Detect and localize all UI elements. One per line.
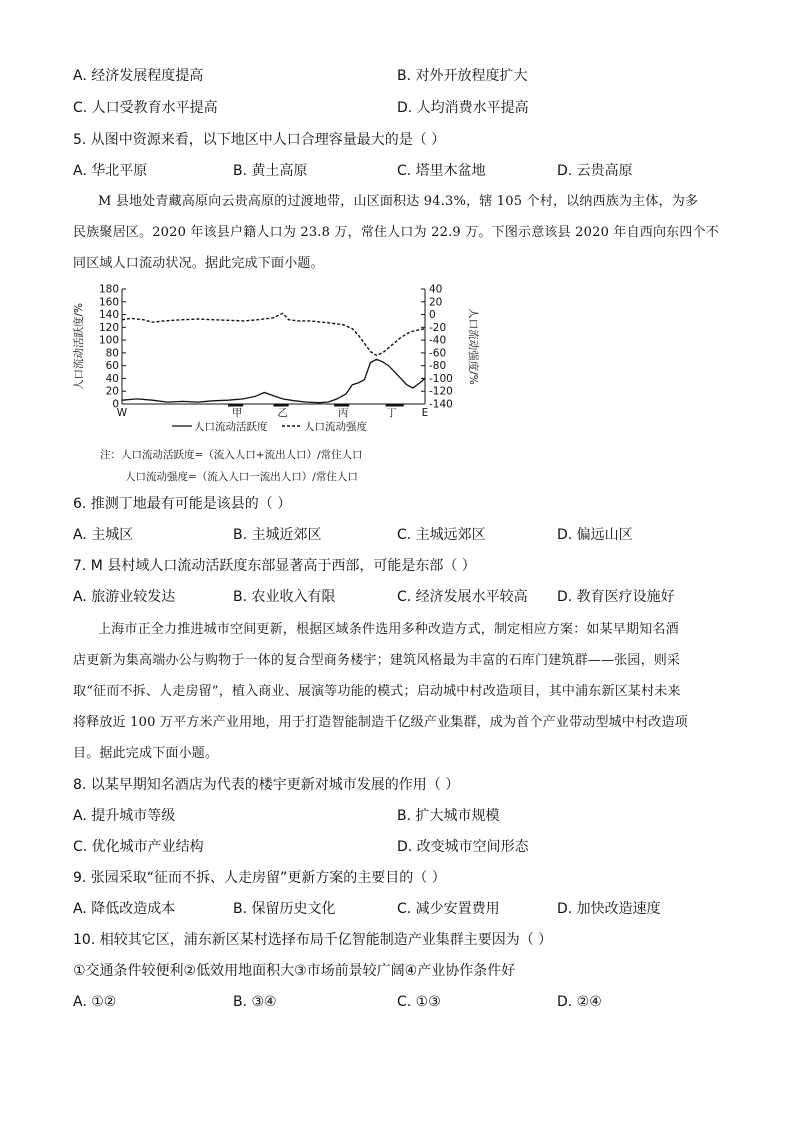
q7-stem: 7. M 县村域人口流动活跃度东部显著高于西部，可能是东部（ ） (73, 558, 476, 574)
q10-statements: ①交通条件较便利②低效用地面积大③市场前景较广阔④产业协作条件好 (73, 963, 516, 979)
q5-option-d: D. 云贵高原 (557, 163, 633, 179)
left-tick-label-8: 160 (98, 296, 119, 309)
right-tick-label-4: -40 (429, 334, 447, 347)
population-flow-chart (70, 282, 490, 440)
q5-option-c: C. 塔里木盆地 (397, 163, 486, 179)
right-axis-title: 人口流动强度/% (467, 308, 479, 385)
q7-option-d: D. 教育医疗设施好 (557, 589, 675, 605)
q7-option-c: C. 经济发展水平较高 (397, 589, 528, 605)
left-tick-label-2: 40 (105, 372, 119, 385)
x-label-0: W (116, 407, 128, 419)
left-axis-title: 人口流动活跃度/% (73, 302, 85, 391)
right-tick-label-1: 20 (429, 296, 443, 309)
q6-option-a: A. 主城区 (73, 527, 134, 543)
q4-option-c: C. 人口受教育水平提高 (73, 100, 218, 116)
q9-option-b: B. 保留历史文化 (233, 901, 336, 917)
q10-option-a: A. ①② (73, 994, 117, 1010)
x-label-2: 乙 (277, 407, 288, 419)
q5-option-b: B. 黄土高原 (233, 163, 308, 179)
q9-option-d: D. 加快改造速度 (557, 901, 661, 917)
left-tick-label-7: 140 (98, 309, 119, 322)
q9-stem: 9. 张园采取“征而不拆、人走房留”更新方案的主要目的（ ） (73, 870, 446, 886)
left-tick-label-0: 0 (112, 398, 119, 411)
q5-stem: 5. 从图中资源来看，以下地区中人口合理容量最大的是（ ） (73, 132, 446, 148)
right-tick-label-9: -140 (429, 398, 453, 411)
q8-option-d: D. 改变城市空间形态 (397, 839, 529, 855)
x-label-4: 丁 (386, 407, 397, 419)
q10-option-d: D. ②④ (557, 994, 602, 1010)
q10-stem: 10. 相较其它区，浦东新区某村选择布局千亿智能制造产业集群主要因为（ ） (73, 932, 553, 948)
right-tick-label-7: -100 (429, 372, 453, 385)
left-tick-label-1: 20 (105, 385, 119, 398)
left-tick-label-9: 180 (98, 283, 119, 296)
passage1-line-3: 同区域人口流动状况。据此完成下面小题。 (73, 256, 324, 271)
q4-option-a: A. 经济发展程度提高 (73, 68, 204, 84)
q7-option-b: B. 农业收入有限 (233, 589, 336, 605)
left-tick-label-4: 80 (105, 347, 119, 360)
right-tick-label-8: -120 (429, 385, 453, 398)
right-tick-label-6: -80 (429, 360, 447, 373)
q8-option-c: C. 优化城市产业结构 (73, 839, 204, 855)
q4-option-d: D. 人均消费水平提高 (397, 100, 529, 116)
q9-option-a: A. 降低改造成本 (73, 901, 176, 917)
left-tick-label-6: 120 (98, 321, 119, 334)
q10-option-b: B. ③④ (233, 994, 277, 1010)
q8-option-b: B. 扩大城市规模 (397, 808, 500, 824)
passage2-line-3: 取“征而不拆、人走房留”，植入商业、展演等功能的模式；启动城中村改造项目，其中浦东新区某村未来 (73, 684, 681, 699)
right-tick-label-2: 0 (429, 309, 436, 322)
passage1-line-2: 民族聚居区。2020 年该县户籍人口为 23.8 万，常住人口为 22.9 万。下图示意该县 2020 年自西向东四个不 (73, 225, 719, 240)
right-tick-label-0: 40 (429, 283, 443, 296)
legend-label-0: 人口流动活跃度 (194, 421, 268, 433)
q7-option-a: A. 旅游业较发达 (73, 589, 176, 605)
right-tick-label-3: -20 (429, 321, 447, 334)
q8-option-a: A. 提升城市等级 (73, 808, 176, 824)
x-label-3: 丙 (337, 407, 349, 419)
series-line-1 (122, 313, 425, 355)
passage1-line-1: M 县地处青藏高原向云贵高原的过渡地带，山区面积达 94.3%，辖 105 个村，以纳西族为主体，为多 (98, 194, 699, 209)
q6-stem: 6. 推测丁地最有可能是该县的（ ） (73, 496, 292, 512)
q6-option-d: D. 偏远山区 (557, 527, 633, 543)
q9-option-c: C. 减少安置费用 (397, 901, 500, 917)
q8-stem: 8. 以某早期知名酒店为代表的楼宇更新对城市发展的作用（ ） (73, 777, 460, 793)
passage2-line-2: 店更新为集高端办公与购物于一体的复合型商务楼宇；建筑风格最为丰富的石库门建筑群——张园，则采 (73, 653, 681, 668)
q5-option-a: A. 华北平原 (73, 163, 148, 179)
legend-label-1: 人口流动强度 (304, 421, 367, 433)
x-label-1: 甲 (231, 407, 243, 419)
q6-option-b: B. 主城近郊区 (233, 527, 322, 543)
left-tick-label-3: 60 (105, 360, 119, 373)
q6-option-c: C. 主城远郊区 (397, 527, 486, 543)
passage2-line-5: 目。据此完成下面小题。 (73, 746, 219, 761)
passage2-line-1: 上海市正全力推进城市空间更新，根据区域条件选用多种改造方式，制定相应方案：如某早期知名酒 (98, 622, 679, 637)
right-tick-label-5: -60 (429, 347, 447, 360)
left-tick-label-5: 100 (98, 334, 119, 347)
passage2-line-4: 将释放近 100 万平方米产业用地，用于打造智能制造千亿级产业集群，成为首个产业带动型城中村改造项 (73, 715, 688, 730)
chart-note-2: 人口流动强度=（流入人口一流出人口）/常住人口 (125, 471, 358, 483)
q4-option-b: B. 对外开放程度扩大 (397, 68, 528, 84)
q10-option-c: C. ①③ (397, 994, 441, 1010)
x-label-5: E (421, 407, 429, 419)
series-line-0 (122, 359, 425, 402)
chart-note-1: 注：人口流动活跃度=（流入人口+流出人口）/常住人口 (100, 449, 363, 461)
